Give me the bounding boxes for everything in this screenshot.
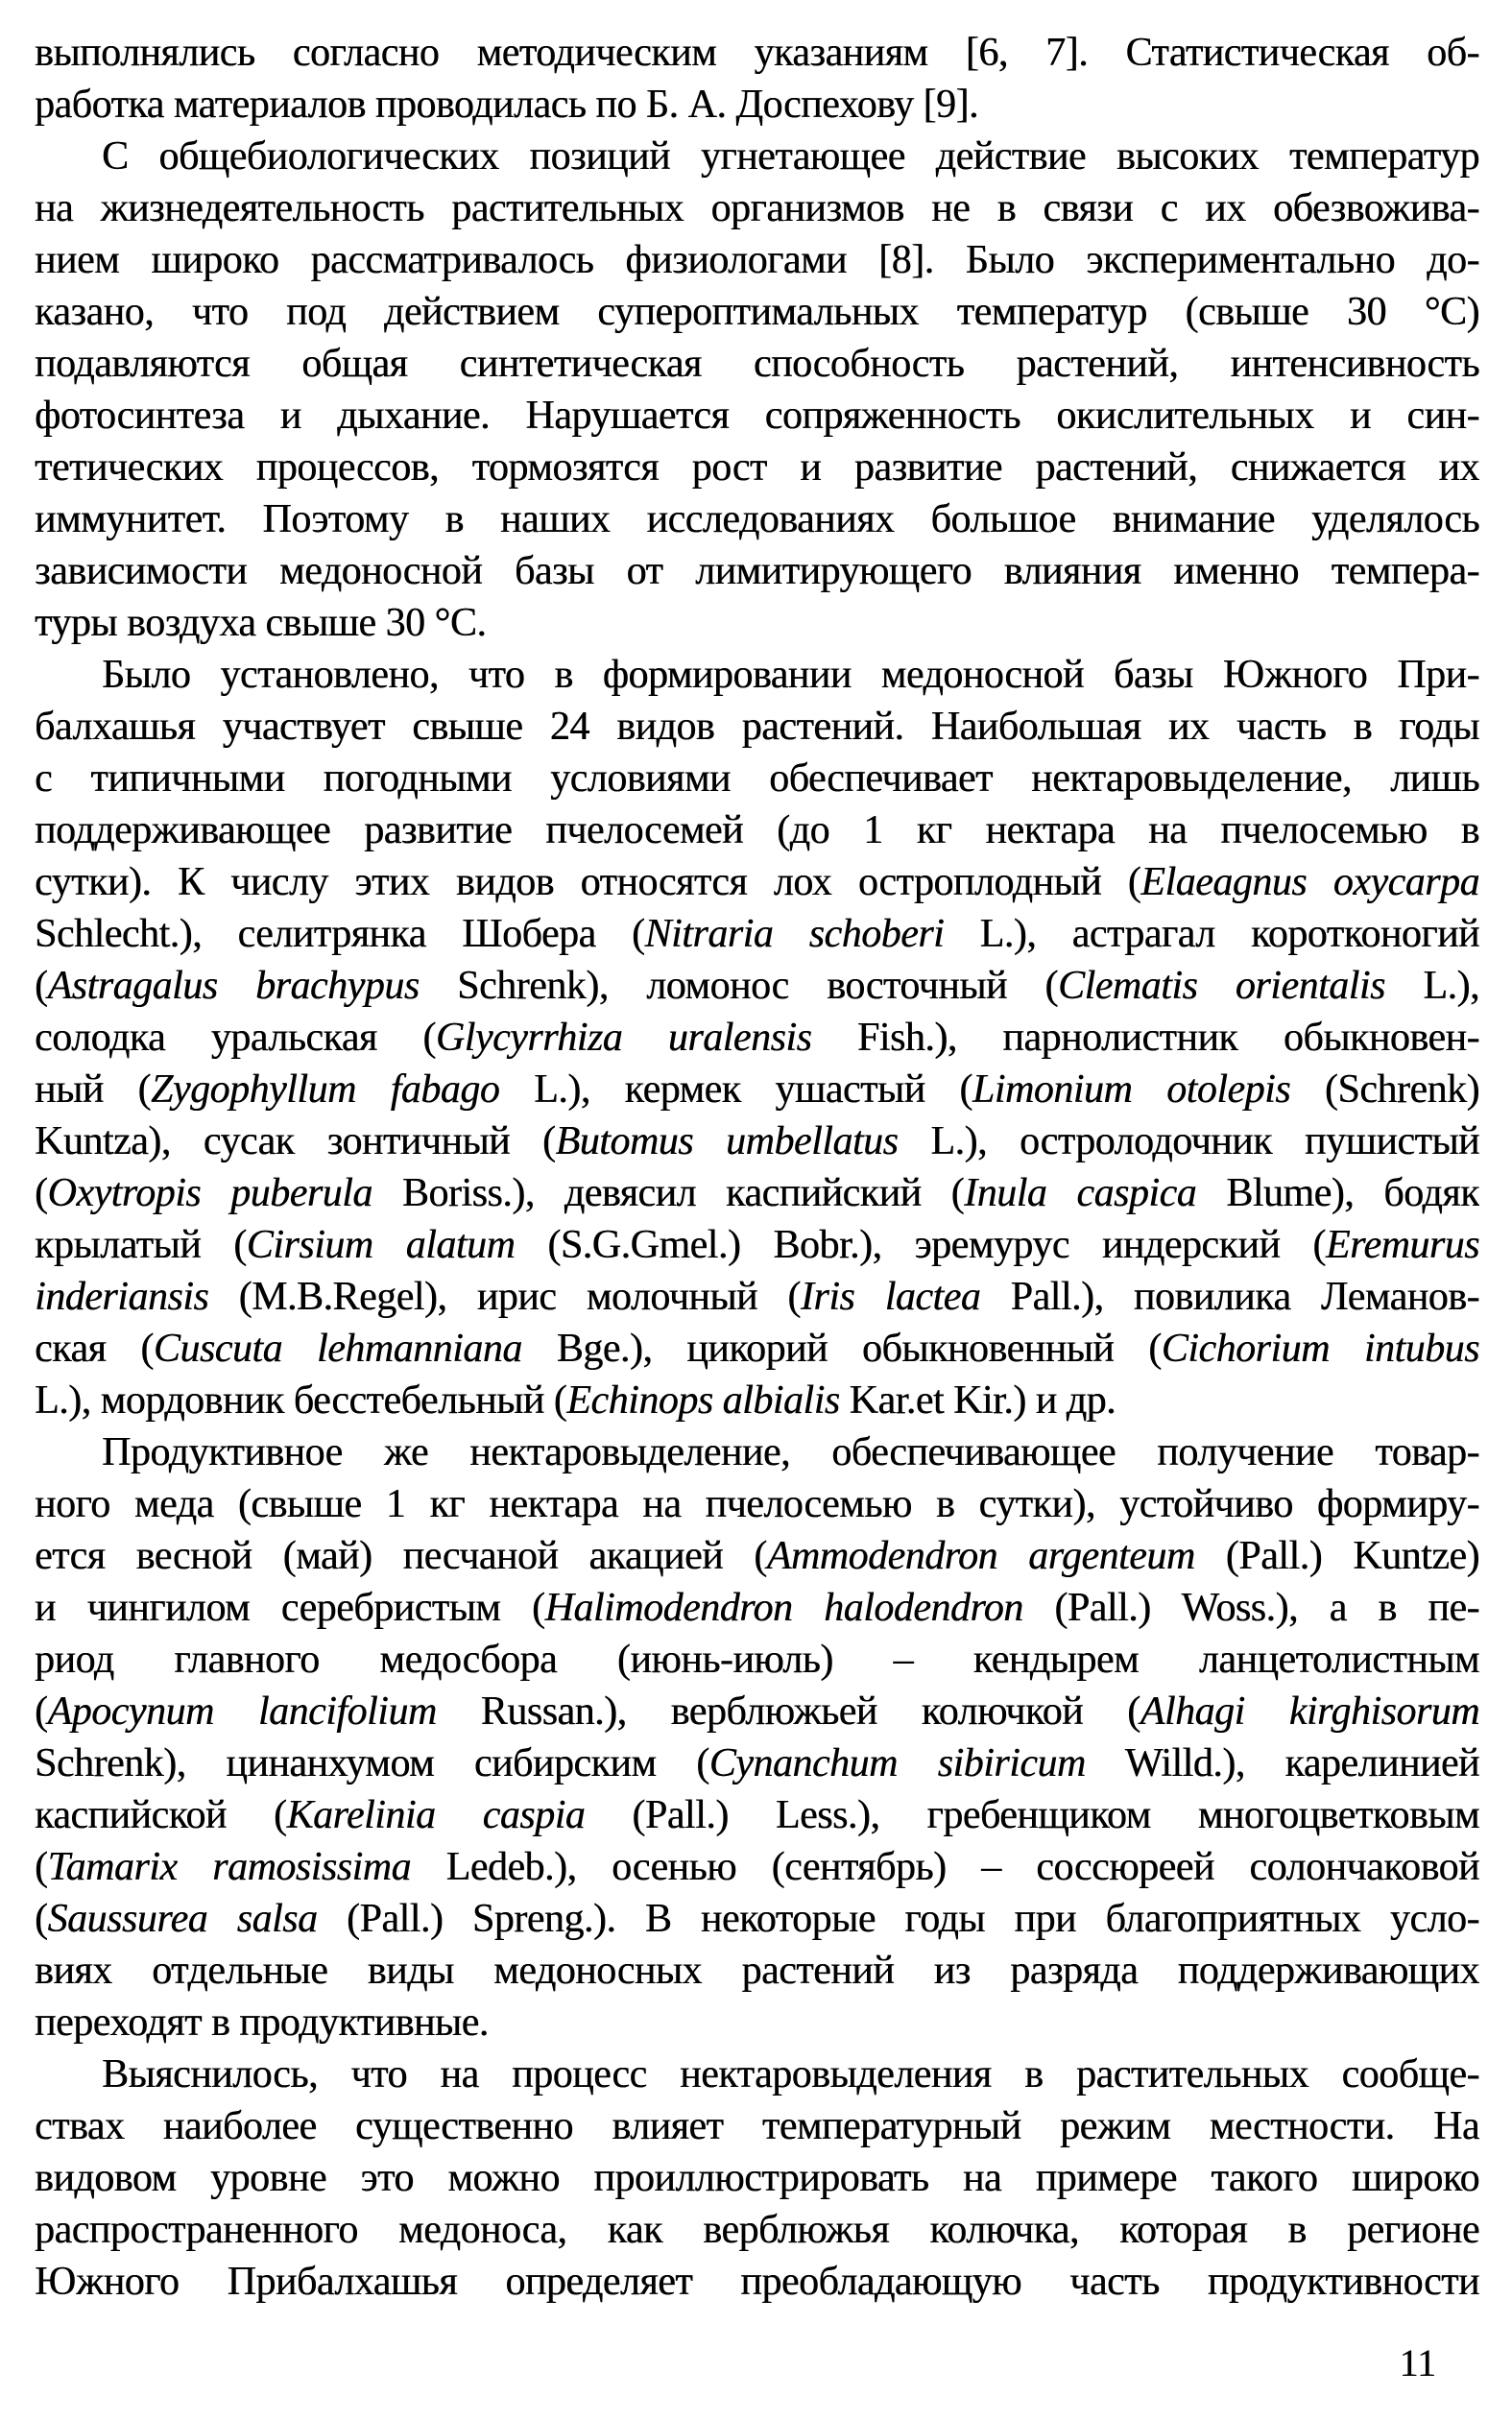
text-line: [35, 856, 1479, 908]
text-line: [35, 27, 1479, 79]
text-line: [35, 1375, 1479, 1426]
text-line: [35, 1686, 1479, 1737]
text-line: [35, 2100, 1479, 2152]
text-line: [35, 1893, 1479, 1945]
text-line: [35, 1115, 1479, 1167]
text-run: на жизнедеятельность растительных организмов не в связи с их обезвожива-: [35, 186, 1479, 230]
text-run: тетических процессов, тормозятся рост и развитие растений, снижается их: [35, 445, 1479, 490]
latin-name-italic: Butomus umbellatus: [555, 1119, 899, 1163]
text-line: [35, 1426, 1479, 1478]
text-run: Russan.), верблюжьей колючкой (: [436, 1689, 1140, 1734]
text-line: [35, 1841, 1479, 1893]
text-run: L.), кермек ушастый (: [499, 1067, 972, 1112]
latin-name-italic: Echinops albialis: [566, 1378, 840, 1423]
latin-name-italic: Cirsium alatum: [246, 1223, 516, 1267]
text-run: L.), мордовник бесстебельный (: [35, 1378, 567, 1423]
text-run: С общебиологических позиций угнетающее действие высоких температур: [102, 134, 1479, 179]
text-run: распространенного медоноса, как верблюжья колючка, которая в регионе: [35, 2208, 1479, 2252]
latin-name-italic: Clematis orientalis: [1057, 964, 1385, 1008]
latin-name-italic: Iris lactea: [800, 1275, 981, 1319]
text-run: L.), астрагал коротконогий: [944, 912, 1479, 956]
text-run: Boriss.), девясил каспийский (: [372, 1171, 965, 1215]
text-run: подавляются общая синтетическая способность растений, интенсивность: [35, 342, 1479, 386]
text-run: (Pall.) Less.), гребенщиком многоцветковым: [585, 1793, 1479, 1837]
text-line: [35, 79, 1479, 131]
text-line: [35, 1945, 1479, 1997]
latin-name-italic: Apocynum lancifolium: [47, 1689, 437, 1734]
text-run: поддерживающее развитие пчелосемей (до 1 кг нектара на пчелосемью в: [35, 808, 1479, 852]
text-run: выполнялись согласно методическим указаниям [6, 7]. Статистическая об-: [35, 31, 1479, 75]
text-run: L.),: [1384, 964, 1479, 1008]
text-line: [35, 545, 1479, 597]
latin-name-italic: Nitraria schoberi: [644, 912, 945, 956]
text-run: (Schrenk): [1290, 1067, 1479, 1112]
text-line: [35, 908, 1479, 960]
text-run: с типичными погодными условиями обеспечивает нектаровыделение, лишь: [35, 756, 1479, 801]
text-line: [35, 182, 1479, 234]
text-line: [35, 1271, 1479, 1323]
text-run: нием широко рассматривалось физиологами [8]. Было экспериментально до-: [35, 238, 1479, 282]
text-run: туры воздуха свыше 30 °С.: [35, 601, 487, 645]
text-line: [35, 338, 1479, 390]
text-run: риод главного медосбора (июнь-июль) – кендырем ланцетолистным: [35, 1638, 1479, 1682]
text-run: (: [35, 1845, 48, 1889]
text-run: Schrenk), ломонос восточный (: [419, 964, 1058, 1008]
text-run: Bge.), цикорий обыкновенный (: [521, 1327, 1162, 1371]
latin-name-italic: Cichorium intubus: [1161, 1327, 1479, 1371]
latin-name-italic: Glycyrrhiza uralensis: [435, 1016, 812, 1060]
text-line: [35, 2152, 1479, 2204]
text-line: [35, 1530, 1479, 1582]
text-run: Продуктивное же нектаровыделение, обеспечивающее получение товар-: [102, 1430, 1479, 1474]
paragraph: [35, 2049, 1479, 2308]
latin-name-italic: Zygophyllum fabago: [150, 1067, 500, 1112]
page-number: 11: [1399, 2341, 1436, 2384]
text-line: [35, 1012, 1479, 1064]
text-line: [35, 1219, 1479, 1271]
latin-name-italic: Inula caspica: [964, 1171, 1197, 1215]
text-run: Kar.et Kir.) и др.: [839, 1378, 1116, 1423]
paragraph: [35, 131, 1479, 649]
text-line: [35, 1634, 1479, 1686]
text-run: (Pall.) Kuntze): [1194, 1534, 1479, 1578]
text-line: [35, 234, 1479, 286]
latin-name-italic: Limonium otolepis: [972, 1067, 1291, 1112]
text-run: Ledeb.), осенью (сентябрь) – соссюреей солончаковой: [410, 1845, 1479, 1889]
text-block: [35, 27, 1479, 2308]
text-line: [35, 131, 1479, 182]
text-line: [35, 1478, 1479, 1530]
latin-name-italic: Cuscuta lehmanniana: [153, 1327, 522, 1371]
text-line: [35, 442, 1479, 493]
text-run: (Pall.) Spreng.). В некоторые годы при благоприятных усло-: [317, 1897, 1479, 1941]
text-run: Blume), бодяк: [1196, 1171, 1479, 1215]
text-line: [35, 1323, 1479, 1375]
text-run: ного меда (свыше 1 кг нектара на пчелосемью в сутки), устойчиво формиру-: [35, 1482, 1479, 1526]
text-run: (S.G.Gmel.) Bobr.), эремурус индерский (: [515, 1223, 1326, 1267]
latin-name-italic: Oxytropis puberula: [47, 1171, 372, 1215]
text-run: каспийской (: [35, 1793, 287, 1837]
latin-name-italic: Elaeagnus oxycarpa: [1140, 860, 1479, 904]
paragraph: [35, 1426, 1479, 2049]
text-run: (: [35, 964, 48, 1008]
text-run: переходят в продуктивные.: [35, 2001, 489, 2045]
text-run: (: [35, 1689, 48, 1734]
text-run: L.), остролодочник пушистый: [898, 1119, 1479, 1163]
text-run: ный (: [35, 1067, 151, 1112]
text-run: (Pall.) Woss.), а в пе-: [1022, 1586, 1479, 1630]
text-line: [35, 753, 1479, 804]
text-run: ствах наиболее существенно влияет температурный режим местности. На: [35, 2104, 1479, 2148]
text-run: Schrenk), цинанхумом сибирским (: [35, 1741, 709, 1785]
text-run: крылатый (: [35, 1223, 247, 1267]
text-line: [35, 2049, 1479, 2100]
text-run: балхашья участвует свыше 24 видов растений. Наибольшая их часть в годы: [35, 705, 1479, 749]
latin-name-italic: Ammodendron argenteum: [766, 1534, 1195, 1578]
text-run: видовом уровне это можно проиллюстрировать на примере такого широко: [35, 2156, 1479, 2200]
text-line: [35, 2256, 1479, 2308]
text-line: [35, 1789, 1479, 1841]
text-run: (: [35, 1897, 48, 1941]
text-run: Было установлено, что в формировании медоносной базы Южного При-: [102, 653, 1479, 697]
text-line: [35, 2204, 1479, 2256]
text-line: [35, 1582, 1479, 1634]
latin-name-italic: Tamarix ramosissima: [47, 1845, 411, 1889]
latin-name-italic: inderiansis: [35, 1275, 209, 1319]
paragraph: [35, 649, 1479, 1426]
text-line: [35, 701, 1479, 753]
text-run: (: [35, 1171, 48, 1215]
text-run: (M.B.Regel), ирис молочный (: [208, 1275, 801, 1319]
text-run: ская (: [35, 1327, 154, 1371]
text-run: Выяснилось, что на процесс нектаровыделения в растительных сообще-: [102, 2052, 1479, 2097]
text-line: [35, 493, 1479, 545]
text-run: солодка уральская (: [35, 1016, 436, 1060]
text-line: [35, 1737, 1479, 1789]
text-run: Южного Прибалхашья определяет преобладающую часть продуктивности: [35, 2260, 1479, 2304]
latin-name-italic: Cynanchum sibiricum: [708, 1741, 1086, 1785]
latin-name-italic: Saussurea salsa: [47, 1897, 318, 1941]
text-run: виях отдельные виды медоносных растений из разряда поддерживающих: [35, 1949, 1479, 1993]
text-line: [35, 1997, 1479, 2049]
text-run: Pall.), повилика Леманов-: [980, 1275, 1479, 1319]
text-run: казано, что под действием супероптимальных температур (свыше 30 °С): [35, 290, 1479, 334]
text-run: Schlecht.), селитрянка Шобера (: [35, 912, 645, 956]
text-run: и чингилом серебристым (: [35, 1586, 545, 1630]
text-line: [35, 597, 1479, 649]
text-run: Fish.), парнолистник обыкновен-: [811, 1016, 1479, 1060]
text-run: Kuntza), сусак зонтичный (: [35, 1119, 556, 1163]
latin-name-italic: Alhagi kirghisorum: [1140, 1689, 1479, 1734]
text-run: сутки). К числу этих видов относятся лох остроплодный (: [35, 860, 1141, 904]
text-line: [35, 286, 1479, 338]
text-line: [35, 804, 1479, 856]
text-line: [35, 1064, 1479, 1115]
latin-name-italic: Karelinia caspia: [286, 1793, 586, 1837]
latin-name-italic: Halimodendron halodendron: [544, 1586, 1023, 1630]
text-line: [35, 649, 1479, 701]
text-line: [35, 1167, 1479, 1219]
text-run: Willd.), карелинией: [1085, 1741, 1479, 1785]
text-line: [35, 390, 1479, 442]
text-run: ется весной (май) песчаной акацией (: [35, 1534, 767, 1578]
text-run: зависимости медоносной базы от лимитирующего влияния именно темпера-: [35, 549, 1479, 593]
text-run: иммунитет. Поэтому в наших исследованиях большое внимание уделялось: [35, 497, 1479, 541]
text-line: [35, 960, 1479, 1012]
paragraph: [35, 27, 1479, 131]
text-run: работка материалов проводилась по Б. А. Доспехову [9].: [35, 83, 978, 127]
latin-name-italic: Astragalus brachypus: [47, 964, 420, 1008]
latin-name-italic: Eremurus: [1325, 1223, 1479, 1267]
text-run: фотосинтеза и дыхание. Нарушается сопряженность окислительных и син-: [35, 394, 1479, 438]
